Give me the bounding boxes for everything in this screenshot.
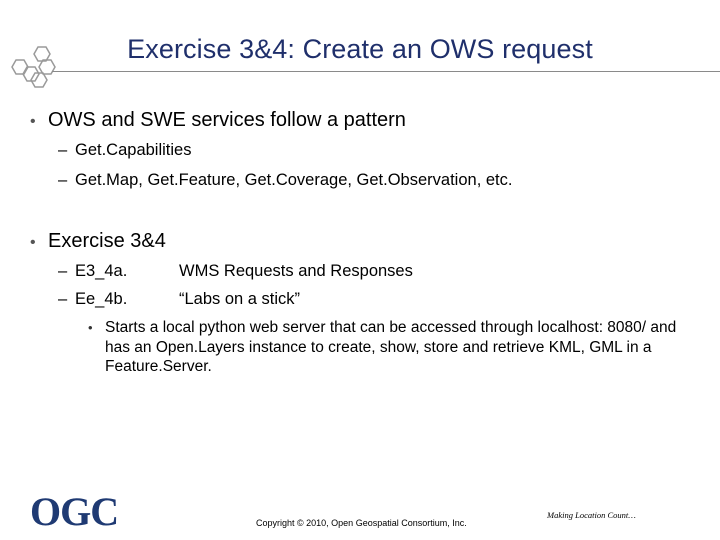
bullet-ows-pattern [30, 109, 406, 132]
dash-glyph: – [58, 171, 68, 189]
dash-glyph: – [58, 141, 68, 159]
sub-item-text: Get.Capabilities [75, 141, 192, 159]
bullet-glyph: • [30, 234, 36, 251]
bullet-glyph: • [30, 113, 36, 130]
detail-text: Starts a local python web server that can be accessed through localhost: 8080/ and has an Open.Layers instance to create, show, store and retrieve KML, GML in a Feature.Server. [105, 319, 677, 375]
sub-item-e3-4a [58, 262, 413, 281]
sub-item-text: “Labs on a stick” [179, 290, 301, 308]
sub-item-getmap [58, 171, 512, 190]
exercise-code: E3_4a. [75, 262, 128, 280]
slide-title: Exercise 3&4: Create an OWS request [127, 34, 593, 64]
tagline-text: Making Location Count… [547, 510, 636, 520]
sub-item-ee-4b [58, 290, 300, 309]
sub-item-getcapabilities [58, 141, 191, 160]
bullet-text: Exercise 3&4 [48, 230, 166, 252]
dash-glyph: – [58, 262, 68, 280]
title-divider [52, 71, 720, 72]
ogc-logo: OGC [30, 489, 119, 534]
bullet-glyph: • [88, 320, 93, 335]
detail-bullet [88, 318, 688, 377]
sub-item-text: Get.Map, Get.Feature, Get.Coverage, Get.Observation, etc. [75, 171, 513, 189]
exercise-code: Ee_4b. [75, 290, 128, 308]
sub-item-text: WMS Requests and Responses [179, 262, 413, 280]
bullet-text: OWS and SWE services follow a pattern [48, 109, 406, 131]
bullet-exercise [30, 230, 166, 253]
copyright-text: Copyright © 2010, Open Geospatial Consortium, Inc. [256, 518, 467, 528]
dash-glyph: – [58, 290, 68, 308]
